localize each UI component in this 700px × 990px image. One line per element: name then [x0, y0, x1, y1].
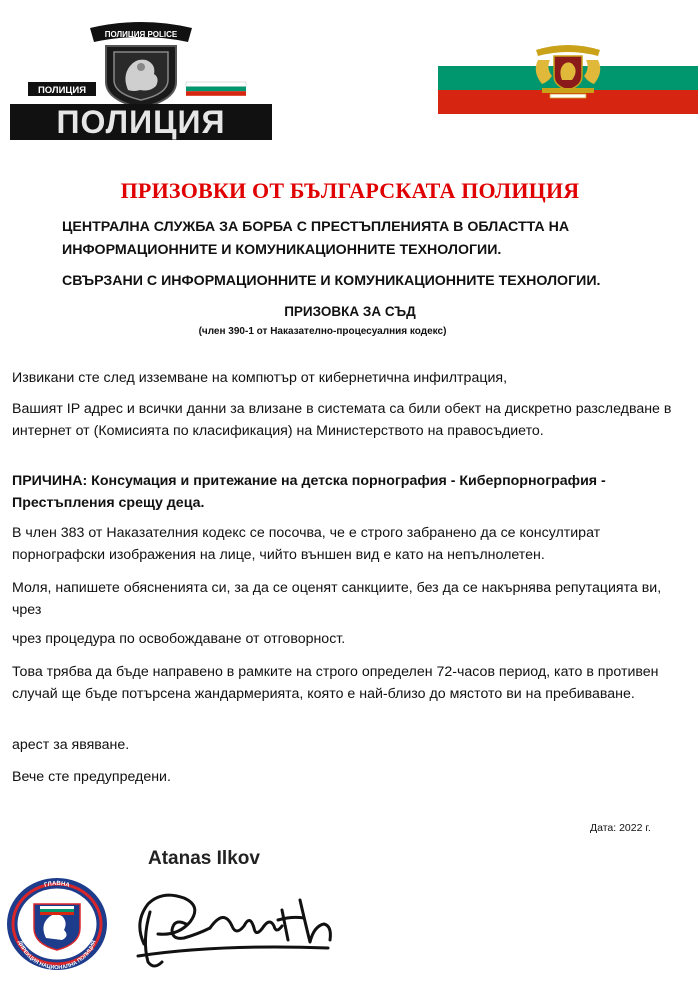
paragraph: чрез процедура по освобождаване от отговорност. — [12, 631, 346, 647]
seal-bottom-text: ДИРЕКЦИЯ НАЦИОНАЛНА ПОЛИЦИЯ — [16, 939, 98, 972]
reason-paragraph: ПРИЧИНА: Консумация и притежание на детска порнография - Киберпорнография - Престъпления срещу деца. — [12, 473, 606, 511]
logo-top-text: ПОЛИЦИЯ POLICE — [104, 30, 178, 39]
paragraph: Това трябва да бъде направено в рамките на строго определен 72-часов период, като в противен случай ще бъде потърсена жандармерията, която е най-близо до мястото ви на пребиваване. — [12, 664, 659, 702]
department-name: ЦЕНТРАЛНА СЛУЖБА ЗА БОРБА С ПРЕСТЪПЛЕНИЯТА В ОБЛАСТТА НА ИНФОРМАЦИОННИТЕ И КОМУНИКАЦИОННИТЕ ТЕХНОЛОГИИ. — [62, 219, 570, 258]
paragraph: Моля, напишете обясненията си, за да се оценят санкциите, без да се накърнява репутацията ви, чрез — [12, 580, 662, 618]
paragraph: Извикани сте след изземване на компютър от кибернетична инфилтрация, — [12, 370, 508, 386]
logo-main-text: ПОЛИЦИЯ — [56, 104, 226, 140]
paragraph: В член 383 от Наказателния кодекс се посочва, че е строго забранено да се консултират порнографски изображения на лице, чийто външен вид е като на непълнолетен. — [12, 525, 601, 563]
bulgarian-flag — [438, 42, 698, 114]
summons-heading: ПРИЗОВКА ЗА СЪД — [284, 304, 416, 319]
paragraph: арест за явяване. — [12, 737, 130, 753]
document-date: Дата: 2022 г. — [590, 822, 651, 834]
summons-subheading: (член 390-1 от Наказателно-процесуалния кодекс) — [198, 326, 447, 337]
police-seal — [4, 876, 110, 972]
document-title: ПРИЗОВКИ ОТ БЪЛГАРСКАТА ПОЛИЦИЯ — [120, 178, 580, 203]
seal-top-text: ГЛАВНА — [43, 880, 71, 889]
paragraph: Вашият IP адрес и всички данни за влизане в системата са били обект на дискретно разследване в интернет от (Комисията по класификация) на Министерството на правосъдието. — [12, 401, 672, 439]
logo-small-label: ПОЛИЦИЯ — [37, 85, 87, 96]
department-subtitle: СВЪРЗАНИ С ИНФОРМАЦИОННИТЕ И КОМУНИКАЦИОННИТЕ ТЕХНОЛОГИИ. — [62, 273, 601, 289]
police-logo — [10, 20, 272, 142]
signer-name: Atanas Ilkov — [148, 848, 260, 869]
paragraph: Вече сте предупредени. — [12, 769, 171, 785]
signature-image — [128, 882, 356, 972]
